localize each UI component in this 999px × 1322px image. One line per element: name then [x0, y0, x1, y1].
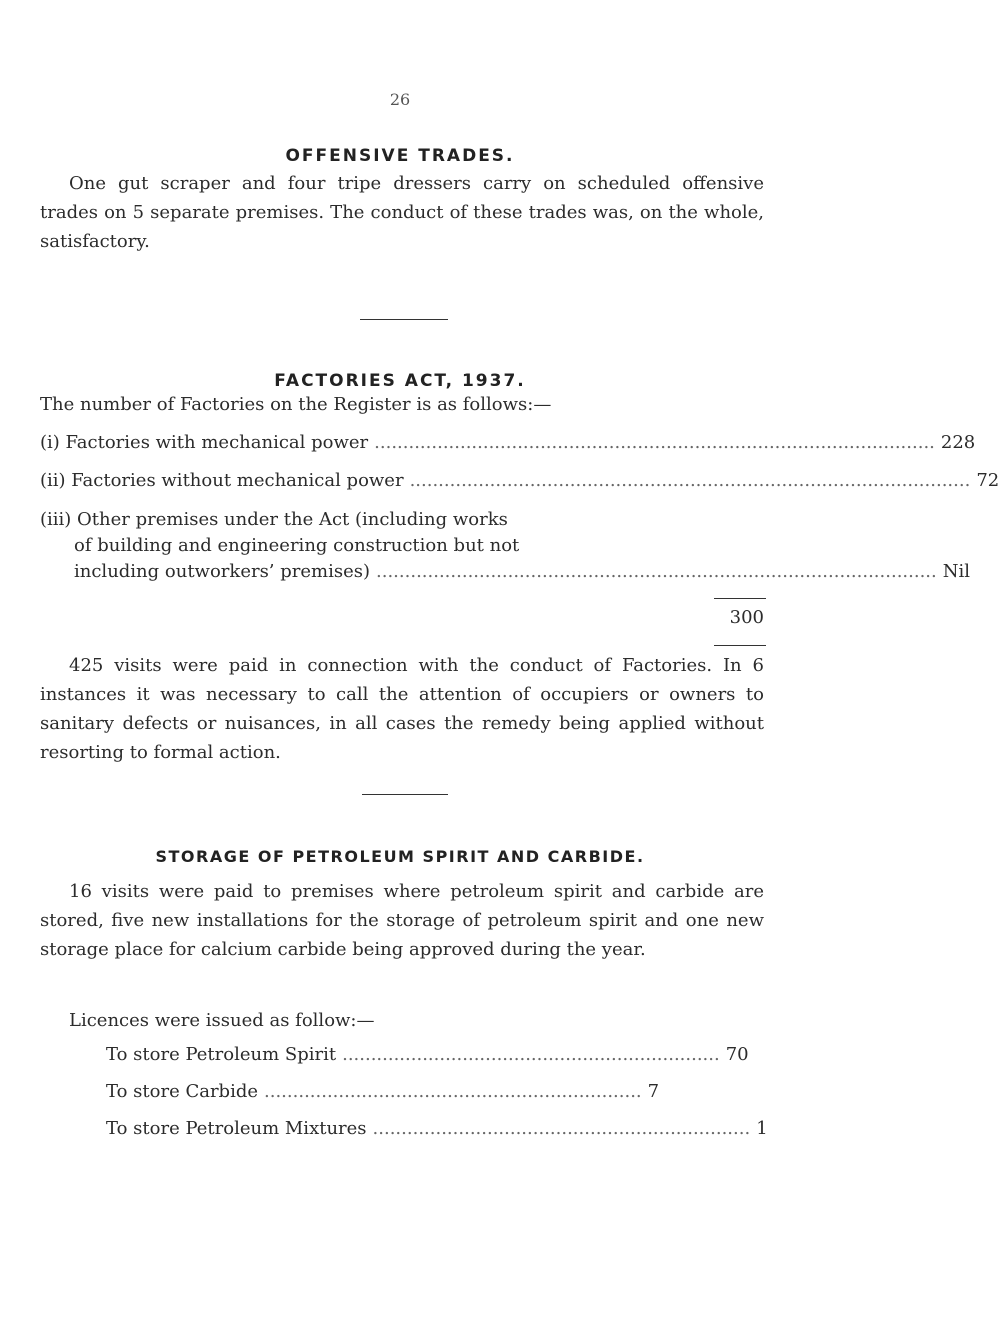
section-title-factories-act: FACTORIES ACT, 1937. [274, 371, 526, 391]
factory-count-value: 72 [976, 470, 999, 491]
factory-count-row [40, 431, 976, 455]
leader-dots: .................................................................. [342, 1044, 720, 1065]
total-rule-bottom [714, 645, 766, 646]
factory-count-label: (ii) Factories without mechanical power [40, 470, 404, 491]
factory-item-3-line-2: of building and engineering construction but not [74, 535, 520, 556]
factory-count-value: 228 [940, 432, 976, 453]
licence-label: To store Carbide [106, 1081, 259, 1102]
factory-count-value: Nil [942, 561, 971, 582]
licence-count: 7 [647, 1081, 660, 1102]
factory-item-3-line-1: (iii) Other premises under the Act (including works [40, 509, 508, 530]
factory-count-label: (i) Factories with mechanical power [40, 432, 369, 453]
leader-dots: .................................................................. [372, 1118, 751, 1139]
section-divider [362, 794, 448, 795]
page-number: 26 [389, 90, 411, 109]
factory-count-row [40, 469, 999, 493]
factory-count-label: including outworkers’ premises) [74, 561, 371, 582]
licence-count: 1 [756, 1118, 768, 1139]
licence-label: To store Petroleum Mixtures [106, 1118, 367, 1139]
leader-dots: .................................................................. [264, 1081, 642, 1102]
leader-dots: .................................................................................................. [409, 470, 971, 491]
section-divider [360, 319, 448, 320]
total-rule-top [714, 598, 766, 599]
licence-row [106, 1080, 660, 1104]
factory-count-row [74, 560, 971, 584]
factory-total: 300 [729, 607, 764, 628]
licence-label: To store Petroleum Spirit [106, 1044, 337, 1065]
petroleum-visits-paragraph: 16 visits were paid to premises where petroleum spirit and carbide are stored, five new installations for the storage of petroleum spirit and one new storage place for calcium carbide being approved during the year. [40, 881, 764, 960]
offensive-trades-paragraph: One gut scraper and four tripe dressers carry on scheduled offensive trades on 5 separate premises. The conduct of these trades was, on the whole, satisfactory. [40, 173, 764, 252]
licence-row [106, 1043, 749, 1067]
licence-row [106, 1117, 768, 1141]
section-title-offensive-trades: OFFENSIVE TRADES. [285, 146, 515, 166]
licences-intro: Licences were issued as follow:— [69, 1010, 375, 1031]
licence-count: 70 [725, 1044, 749, 1065]
factories-intro: The number of Factories on the Register is as follows:— [40, 394, 552, 415]
leader-dots: .................................................................................................. [376, 561, 937, 582]
factories-visits-paragraph: 425 visits were paid in connection with the conduct of Factories. In 6 instances it was necessary to call the attention of occupiers or owners to sanitary defects or nuisances, in all cases the remedy being applied without resorting to formal action. [40, 655, 764, 763]
leader-dots: .................................................................................................. [374, 432, 935, 453]
section-title-petroleum-storage: STORAGE OF PETROLEUM SPIRIT AND CARBIDE. [155, 847, 645, 866]
